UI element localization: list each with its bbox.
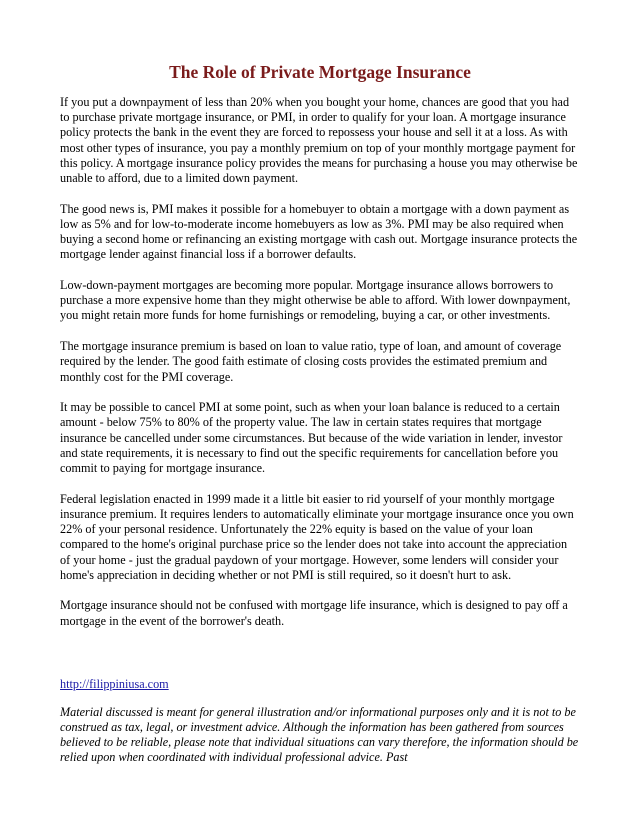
paragraph-good-news: The good news is, PMI makes it possible for a homebuyer to obtain a mortgage with a down payment as low as 5% and for low-to-moderate income homebuyers as low as 3%. PMI may be also required when buying a second home or refinancing an existing mortgage with cash out. Mortgage insurance protects the mortgage lender against financial loss if a borrower defaults. [60, 201, 578, 262]
document-page [60, 62, 580, 765]
website-link[interactable]: http://filippiniusa.com [60, 677, 169, 692]
paragraph-cancel-pmi: It may be possible to cancel PMI at some point, such as when your loan balance is reduced to a certain amount - below 75% to 80% of the property value. The law in certain states requires that mortgage insurance be cancelled under some circumstances. But because of the wide variation in lender, investor and state requirements, it is necessary to find out the specific requirements for cancellation before you commit to paying for mortgage insurance. [60, 400, 563, 476]
document-title: The Role of Private Mortgage Insurance [169, 62, 471, 82]
paragraph-federal-legislation: Federal legislation enacted in 1999 made it a little bit easier to rid yourself of your monthly mortgage insurance premium. It requires lenders to automatically eliminate your mortgage insurance once you own 22% of your personal residence. Unfortunately the 22% equity is based on the value of your loan compared to the home's original purchase price so the lender does not take into account the appreciation of your home - just the gradual paydown of your mortgage. However, some lenders will consider your home's appreciation in deciding whether or not PMI is still required, so it doesn't hurt to ask. [60, 491, 574, 582]
paragraph-low-down-payment: Low-down-payment mortgages are becoming more popular. Mortgage insurance allows borrowers to purchase a more expensive home than they might otherwise be able to afford. With lower downpayment, you might retain more funds for home furnishings or remodeling, buying a car, or other investments. [60, 278, 571, 323]
paragraph-life-insurance: Mortgage insurance should not be confused with mortgage life insurance, which is designed to pay off a mortgage in the event of the borrower's death. [60, 598, 568, 628]
disclaimer-text: Material discussed is meant for general illustration and/or informational purposes only and it is not to be construed as tax, legal, or investment advice. Although the information has been gathered from sources believed to be reliable, please note that individual situations can vary therefore, the information should be relied upon when coordinated with individual professional advice. Past [60, 704, 579, 765]
section-spacer [60, 644, 580, 677]
paragraph-intro: If you put a downpayment of less than 20% when you bought your home, chances are good that you had to purchase private mortgage insurance, or PMI, in order to qualify for your loan. A mortgage insurance policy protects the bank in the event they are forced to repossess your house and sell it at a loss. As with most other types of insurance, you pay a monthly premium on top of your monthly mortgage payment for this policy. A mortgage insurance policy provides the means for purchasing a house you may otherwise be unable to afford, due to a limited down payment. [60, 95, 578, 186]
paragraph-premium: The mortgage insurance premium is based on loan to value ratio, type of loan, and amount of coverage required by the lender. The good faith estimate of closing costs provides the estimated premium and monthly cost for the PMI coverage. [60, 339, 562, 384]
